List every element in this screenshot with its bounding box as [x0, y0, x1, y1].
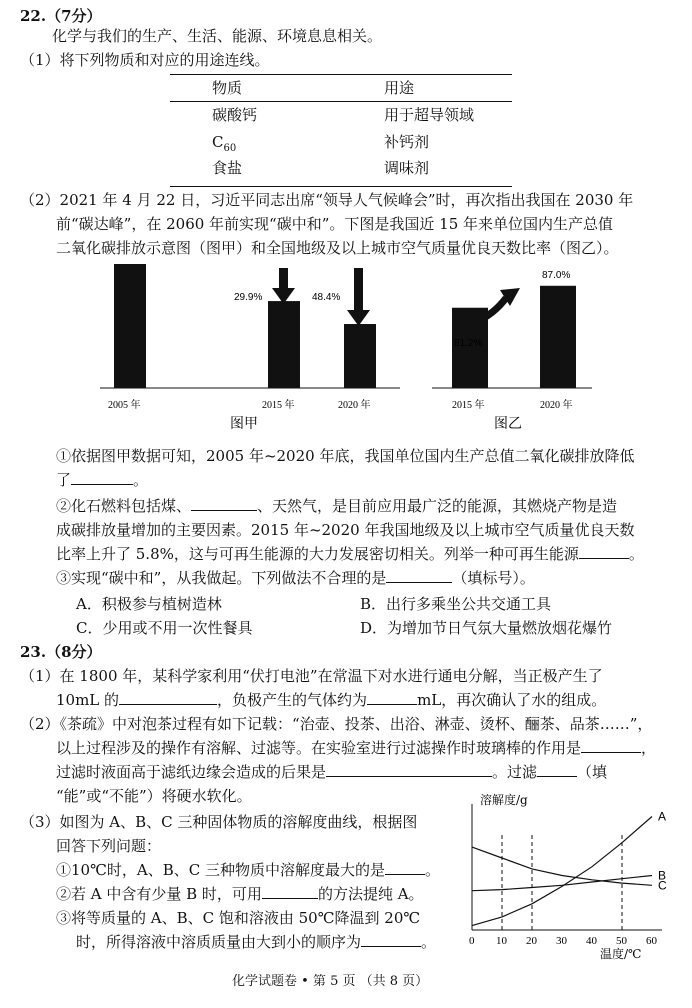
chart-jia-annotation: 48.4% — [312, 292, 341, 303]
x-tick-label: 0 — [469, 935, 475, 947]
chart-jia-caption: 图甲 — [230, 416, 258, 430]
answer-blank[interactable] — [262, 884, 318, 899]
substance-use-table — [170, 74, 512, 187]
chart-yi-label: 87.0% — [542, 270, 571, 281]
q22-part2-line3: 二氧化碳排放示意图（图甲）和全国地级及以上城市空气质量优良天数比率（图乙）。 — [56, 239, 619, 257]
q22-sub2-line2: 成碳排放量增加的主要因素。2015 年~2020 年我国地级及以上城市空气质量优良天数 — [56, 521, 635, 539]
series-label: B — [658, 868, 667, 883]
answer-blank[interactable] — [386, 568, 452, 583]
q23-part3-line1: （3）如图为 A、B、C 三种固体物质的溶解度曲线，根据图 — [20, 813, 418, 831]
answer-blank[interactable] — [326, 762, 492, 777]
chart-yi — [432, 262, 592, 430]
table-cell-use: 用于超导领域 — [384, 106, 475, 124]
q23-part2-line1: （2）《茶疏》中对泡茶过程有如下记载：“治壶、投茶、出浴、淋壶、烫杯、酾茶、品茶……”， — [20, 715, 653, 733]
y-axis-label: 溶解度/g — [480, 793, 528, 807]
curve-A — [472, 817, 652, 926]
q23-part2-line2: 以上过程涉及的操作有溶解、过滤等。在实验室进行过滤操作时玻璃棒的作用是 ， — [56, 739, 657, 757]
x-tick-label: 10 — [496, 935, 507, 947]
option-b: B．出行多乘坐公共交通工具 — [360, 595, 552, 613]
bar — [114, 264, 146, 388]
q22-sub3: ③实现“碳中和”，从我做起。下列做法不合理的是 （填标号）。 — [56, 569, 535, 587]
answer-blank[interactable] — [385, 860, 425, 875]
solubility-curve-chart — [452, 790, 677, 962]
x-tick-label: 60 — [646, 935, 657, 947]
q22-header: 22.（7分） — [20, 7, 102, 25]
table-cell-use: 调味剂 — [384, 159, 430, 177]
q23-part3-sub1: ①10℃时，A、B、C 三种物质中溶解度最大的是 。 — [56, 861, 440, 879]
chart-yi-tick: 2020 年 — [540, 400, 573, 411]
q23-part3-sub3-line2: 时，所得溶液中溶质质量由大到小的顺序为 。 — [76, 933, 437, 951]
q23-part3-sub2: ②若 A 中含有少量 B 时，可用 的方法提纯 A。 — [56, 885, 424, 903]
down-arrow-icon — [272, 268, 295, 304]
answer-blank[interactable] — [579, 544, 629, 559]
x-tick-label: 30 — [556, 935, 567, 947]
table-cell-substance: $C_{60}$ — [212, 133, 237, 154]
bar — [540, 286, 576, 388]
curve-C — [472, 847, 652, 885]
series-label: A — [658, 809, 667, 824]
chart-jia — [100, 262, 400, 430]
answer-blank[interactable] — [119, 690, 217, 705]
chart-yi-caption: 图乙 — [494, 416, 522, 430]
chart-jia-annotation: 29.9% — [234, 292, 263, 303]
table-header-substance: 物质 — [212, 79, 243, 97]
q23-part2-line4: “能”或“不能”）将硬水软化。 — [56, 787, 252, 805]
bar — [268, 301, 300, 388]
answer-blank[interactable] — [71, 470, 133, 485]
q22-sub2-line3: 比率上升了 5.8%，这与可再生能源的大力发展密切相关。列举一种可再生能源 。 — [56, 545, 644, 563]
chart-yi-label: 81.2% — [454, 338, 483, 349]
q22-sub1-line1: ①依据图甲数据可知，2005 年~2020 年底，我国单位国内生产总值二氧化碳排放降低 — [56, 447, 635, 465]
q22-part2-line1: （2）2021 年 4 月 22 日，习近平同志出席“领导人气候峰会”时，再次指出我国在 2030 年 — [20, 191, 634, 209]
q23-part3-sub3-line1: ③将等质量的 A、B、C 饱和溶液由 50℃降温到 20℃ — [56, 909, 421, 927]
chart-jia-tick: 2005 年 — [108, 400, 141, 411]
x-tick-label: 40 — [586, 935, 597, 947]
down-arrow-icon — [347, 268, 370, 326]
q23-part3-line2: 回答下列问题： — [56, 837, 162, 855]
table-cell-use: 补钙剂 — [384, 133, 430, 151]
bar — [344, 324, 376, 388]
option-a: A．积极参与植树造林 — [76, 595, 222, 613]
answer-blank[interactable] — [537, 762, 577, 777]
table-cell-substance: 碳酸钙 — [212, 106, 258, 124]
option-c: C．少用或不用一次性餐具 — [76, 619, 253, 637]
chart-jia-tick: 2020 年 — [338, 400, 371, 411]
page-footer: 化学试题卷 • 第 5 页 （共 8 页） — [232, 974, 429, 989]
q23-part2-line3: 过滤时液面高于滤纸边缘会造成的后果是 。过滤 （填 — [56, 763, 608, 781]
table-header-use: 用途 — [384, 79, 415, 97]
option-d: D．为增加节日气氛大量燃放烟花爆竹 — [360, 619, 613, 637]
x-axis-label: 温度/℃ — [600, 947, 642, 961]
answer-blank[interactable] — [361, 932, 421, 947]
chart-yi-tick: 2015 年 — [452, 400, 485, 411]
q23-part1-line1: （1）在 1800 年，某科学家利用“伏打电池”在常温下对水进行通电分解，当正极产生了 — [20, 667, 603, 685]
q23-part1-line2: 10mL 的 ，负极产生的气体约为 mL，再次确认了水的组成。 — [56, 691, 607, 709]
answer-blank[interactable] — [191, 496, 257, 511]
table-cell-substance: 食盐 — [212, 159, 243, 177]
answer-blank[interactable] — [367, 690, 417, 705]
q22-part1: （1）将下列物质和对应的用途连线。 — [20, 51, 270, 69]
q22-intro: 化学与我们的生产、生活、能源、环境息息相关。 — [52, 27, 383, 45]
answer-blank[interactable] — [581, 738, 641, 753]
q22-part2-line2: 前“碳达峰”，在 2060 年前实现“碳中和”。下图是我国近 15 年来单位国内生产总值 — [56, 215, 614, 233]
x-tick-label: 20 — [526, 935, 537, 947]
q22-sub1-line2: 了 。 — [56, 471, 149, 489]
q23-header: 23.（8分） — [20, 643, 102, 661]
chart-jia-tick: 2015 年 — [262, 400, 295, 411]
x-tick-label: 50 — [616, 935, 627, 947]
q22-sub2-line1: ②化石燃料包括煤、 、天然气，是目前应用最广泛的能源，其燃烧产物是造 — [56, 497, 618, 515]
series-label: C — [658, 878, 667, 893]
